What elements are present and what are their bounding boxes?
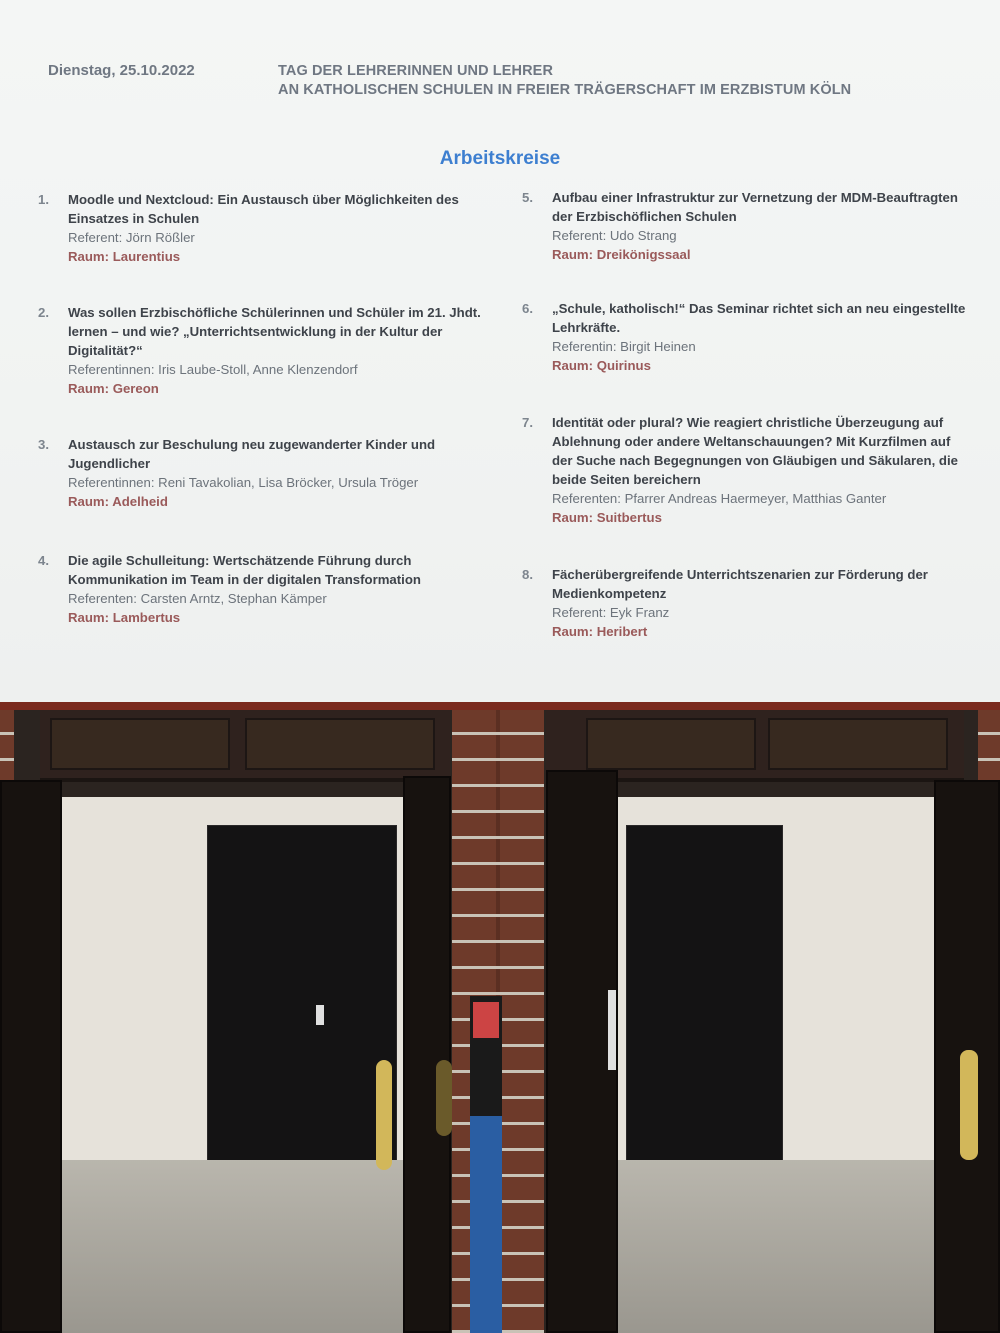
open-door-leaf-left [0, 780, 62, 1333]
section-title: Arbeitskreise [439, 148, 561, 169]
doorway-right [616, 797, 936, 1333]
item-number: 1. [38, 192, 49, 207]
item-room: Raum: Gereon [68, 381, 159, 396]
item-title: Die agile Schulleitung: Wertschätzende Führung durch Kommunikation im Team in der digitalen Transformation [68, 553, 421, 587]
door-transom-left [40, 710, 450, 782]
inner-door-left [207, 825, 397, 1163]
item-number: 8. [522, 567, 533, 582]
item-title: Austausch zur Beschulung neu zugewanderter Kinder und Jugendlicher [68, 437, 436, 471]
item-title: „Schule, katholisch!“ Das Seminar richtet sich an neu eingestellte Lehrkräfte. [552, 301, 966, 335]
item-speakers: Referent: Udo Strang [552, 228, 677, 243]
item-number: 4. [38, 553, 49, 568]
event-date: Dienstag, 25.10.2022 [48, 62, 195, 79]
open-door-leaf-center-left [403, 776, 451, 1333]
item-title: Identität oder plural? Wie reagiert christliche Überzeugung auf Ablehnung oder andere Weltanschauungen? Mit Kurzfilmen auf der Suche nach Begegnungen von Gläubigen und Säkularen, die beide Seiten bereichern [552, 415, 958, 487]
door-lever-icon [316, 1005, 324, 1025]
item-room: Raum: Heribert [552, 624, 648, 639]
item-number: 5. [522, 190, 533, 205]
item-speakers: Referent: Jörn Rößler [68, 230, 195, 245]
item-room: Raum: Dreikönigssaal [552, 247, 691, 262]
item-speakers: Referenten: Carsten Arntz, Stephan Kämper [68, 591, 327, 606]
item-number: 2. [38, 305, 49, 320]
item-room: Raum: Suitbertus [552, 510, 662, 525]
dispenser-head [470, 996, 502, 1116]
transom-panel [586, 718, 756, 770]
door-lever-icon [608, 990, 616, 1070]
item-title: Moodle und Nextcloud: Ein Austausch über Möglichkeiten des Einsatzes in Schulen [68, 192, 459, 226]
event-title-line2: AN KATHOLISCHEN SCHULEN IN FREIER TRÄGERSCHAFT IM ERZBISTUM KÖLN [278, 82, 852, 98]
item-speakers: Referentinnen: Reni Tavakolian, Lisa Bröcker, Ursula Tröger [68, 475, 419, 490]
floor-left [62, 1160, 407, 1333]
event-title-line1: TAG DER LEHRERINNEN UND LEHRER [278, 63, 554, 79]
transom-panel [245, 718, 435, 770]
item-title: Fächerübergreifende Unterrichtszenarien zur Förderung der Medienkompetenz [552, 567, 928, 601]
event-title [278, 62, 851, 100]
item-room: Raum: Adelheid [68, 494, 168, 509]
item-title: Aufbau einer Infrastruktur zur Vernetzung der MDM-Beauftragten der Erzbischöflichen Schulen [552, 190, 958, 224]
transom-panel [768, 718, 948, 770]
hand-sanitizer-dispenser [470, 996, 502, 1333]
doorway-left [62, 797, 407, 1333]
door-handle-icon [376, 1060, 392, 1170]
item-number: 7. [522, 415, 533, 430]
item-number: 3. [38, 437, 49, 452]
inner-door-right [626, 825, 783, 1163]
item-speakers: Referenten: Pfarrer Andreas Haermeyer, Matthias Ganter [552, 491, 887, 506]
item-room: Raum: Lambertus [68, 610, 181, 625]
door-handle-icon [436, 1060, 452, 1136]
item-room: Raum: Laurentius [68, 249, 181, 264]
screen-ledge [0, 702, 1000, 710]
item-speakers: Referentinnen: Iris Laube-Stoll, Anne Klenzendorf [68, 362, 358, 377]
dispenser-sign [473, 1002, 499, 1038]
door-handle-icon [960, 1050, 978, 1160]
item-room: Raum: Quirinus [552, 358, 651, 373]
item-number: 6. [522, 301, 533, 316]
item-speakers: Referent: Eyk Franz [552, 605, 670, 620]
floor-right [616, 1160, 936, 1333]
transom-panel [50, 718, 230, 770]
item-title: Was sollen Erzbischöfliche Schülerinnen und Schüler im 21. Jhdt. lernen – und wie? „Unterrichtsentwicklung in der Kultur der Digitalität?“ [68, 305, 481, 358]
item-speakers: Referentin: Birgit Heinen [552, 339, 696, 354]
